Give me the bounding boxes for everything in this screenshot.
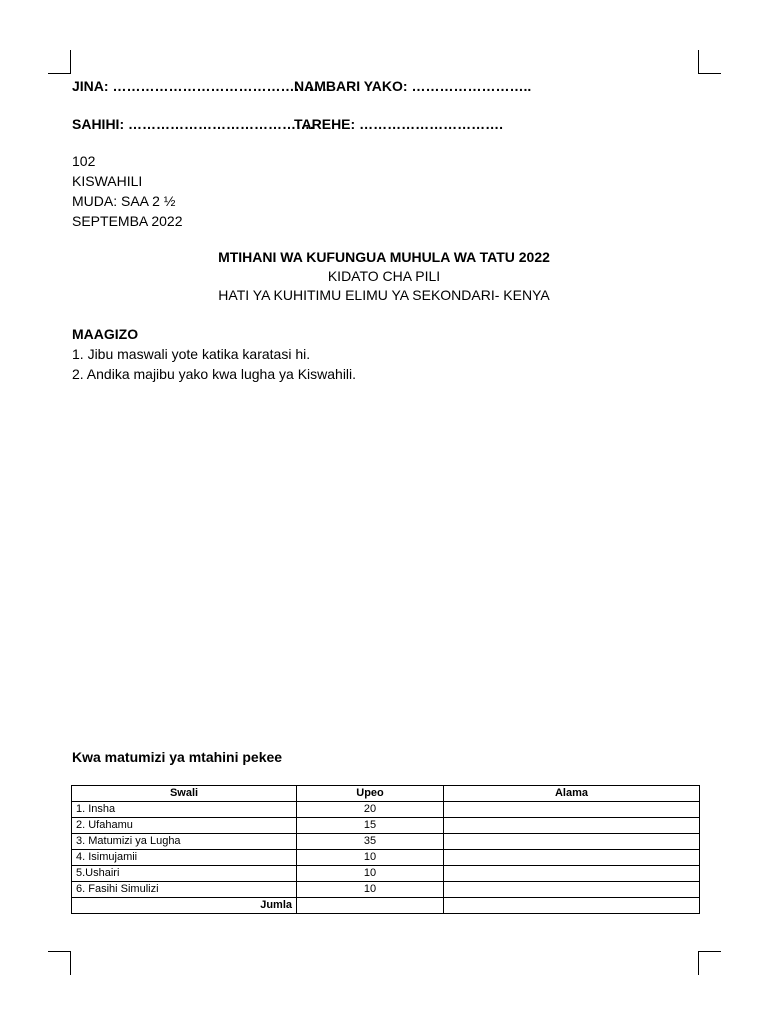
paper-info [72,151,183,231]
question-cell: 5.Ushairi [72,866,297,882]
table-row [72,882,700,898]
max-marks-cell: 10 [297,866,444,882]
table-header-row [72,786,700,802]
max-marks-cell: 15 [297,818,444,834]
table-row [72,834,700,850]
marks-table [71,785,700,914]
question-cell: 3. Matumizi ya Lugha [72,834,297,850]
certificate-title: HATI YA KUHITIMU ELIMU YA SEKONDARI- KENYA [218,287,550,303]
score-cell [444,866,700,882]
paper-duration: MUDA: SAA 2 ½ [72,193,176,209]
column-header-upeo: Upeo [297,786,444,802]
max-marks-cell: 10 [297,882,444,898]
total-label: Jumla [72,898,297,914]
exam-title: MTIHANI WA KUFUNGUA MUHULA WA TATU 2022 [218,249,550,265]
table-row [72,818,700,834]
question-cell: 2. Ufahamu [72,818,297,834]
question-cell: 1. Insha [72,802,297,818]
instructions-heading: MAAGIZO [72,326,139,342]
score-cell [444,834,700,850]
column-header-swali: Swali [72,786,297,802]
form-level: KIDATO CHA PILI [327,268,441,284]
name-field: JINA: ……………………………………….. [72,78,331,94]
score-cell [444,802,700,818]
total-max-cell [297,898,444,914]
examiner-heading: Kwa matumizi ya mtahini pekee [72,749,283,765]
paper-code: 102 [72,153,96,169]
score-cell [444,850,700,866]
signature-field: SAHIHI: …………………………………. [72,116,314,132]
max-marks-cell: 20 [297,802,444,818]
student-number-field: NAMBARI YAKO: …………………….. [294,78,532,94]
question-cell: 6. Fasihi Simulizi [72,882,297,898]
instruction-item: 1. Jibu maswali yote katika karatasi hi. [72,346,311,362]
total-row [72,898,700,914]
date-field: TAREHE: …………………………. [294,116,503,132]
total-score-cell [444,898,700,914]
paper-subject: KISWAHILI [72,173,143,189]
table-row [72,866,700,882]
table-row [72,850,700,866]
question-cell: 4. Isimujamii [72,850,297,866]
score-cell [444,818,700,834]
paper-date: SEPTEMBA 2022 [72,213,183,229]
score-cell [444,882,700,898]
instructions [72,324,356,384]
table-row [72,802,700,818]
max-marks-cell: 35 [297,834,444,850]
instruction-item: 2. Andika majibu yako kwa lugha ya Kiswahili. [72,366,357,382]
column-header-alama: Alama [444,786,700,802]
max-marks-cell: 10 [297,850,444,866]
